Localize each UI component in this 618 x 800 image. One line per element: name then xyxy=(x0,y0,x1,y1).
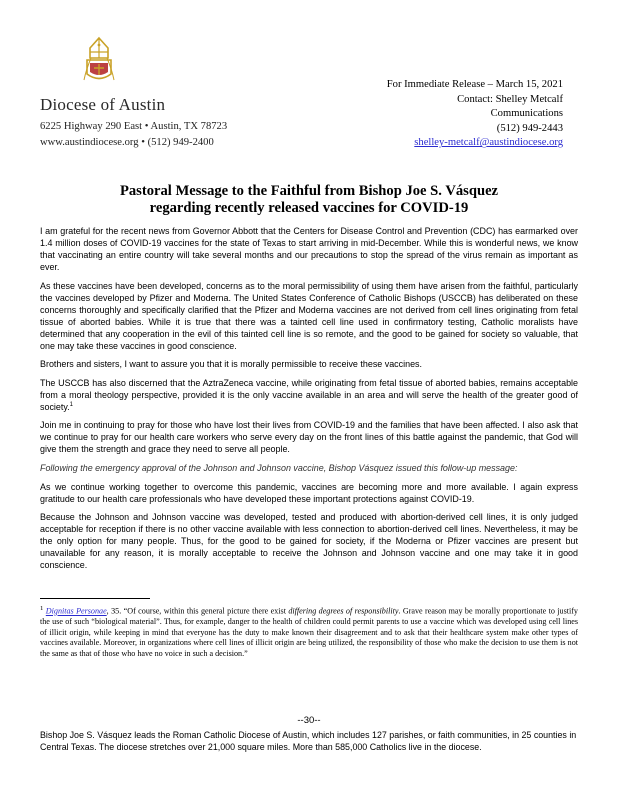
org-address: 6225 Highway 290 East • Austin, TX 78723 xyxy=(40,121,228,132)
contact-name: Contact: Shelley Metcalf xyxy=(457,93,563,105)
org-web-phone: www.austindiocese.org • (512) 949-2400 xyxy=(40,137,214,148)
body-paragraph: As we continue working together to overcome this pandemic, vaccines are becoming more and more available. I again express gratitude to our health care professionals who have developed these important protections against COVID-19. xyxy=(40,481,578,504)
contact-email-link[interactable]: shelley-metcalf@austindiocese.org xyxy=(414,137,563,149)
org-name: Diocese of Austin xyxy=(40,95,166,114)
footnote-marker: 1 xyxy=(40,605,44,612)
message-body xyxy=(40,225,578,578)
body-paragraph: Brothers and sisters, I want to assure you that it is morally permissible to receive these vaccines. xyxy=(40,359,422,370)
footnote-reference[interactable]: 1 xyxy=(69,401,73,408)
release-contact-block xyxy=(387,78,563,151)
body-paragraph: Because the Johnson and Johnson vaccine was developed, tested and produced with abortion-derived cell lines, it is only judged acceptable for reception if there is no other vaccine available with less connection to abortion-derived cell lines. Nevertheless, it may be the only option for many people. Thus, for the good to be gained for society, if the Moderna or Pfizer vaccines are present but unavailable for any reason, it is morally acceptable to receive the Johnson and Johnson vaccine and one may take it in good conscience. xyxy=(40,512,578,571)
end-mark: --30-- xyxy=(297,715,321,726)
mitre-crest-icon xyxy=(78,36,120,88)
page-title xyxy=(40,183,578,217)
contact-dept: Communications xyxy=(490,108,563,120)
contact-phone: (512) 949-2443 xyxy=(496,122,563,134)
followup-intro: Following the emergency approval of the Johnson and Johnson vaccine, Bishop Vásquez issued this follow-up message: xyxy=(40,462,518,473)
body-paragraph: The USCCB has also discerned that the AztraZeneca vaccine, while originating from fetal tissue of aborted babies, remains acceptable from a moral theology perspective, provided it is the only vaccine available in an area and will serve the health of the greater good of society.$^1$ xyxy=(40,377,578,412)
bishop-bio: Bishop Joe S. Vásquez leads the Roman Catholic Diocese of Austin, which includes 127 parishes, or faith communities, in 25 counties in Central Texas. The diocese stretches over 21,000 square miles. More than 585,000 Catholics live in the diocese. xyxy=(40,730,577,752)
dignitas-personae-link[interactable]: Dignitas Personae xyxy=(45,606,107,616)
title-line-2: regarding recently released vaccines for COVID-19 xyxy=(149,200,469,216)
body-paragraph: As these vaccines have been developed, concerns as to the moral permissibility of using them have arisen from the faithful, particularly the vaccines developed by Pfizer and Moderna. The United States Conference of Catholic Bishops (USCCB) has deliberated on these concerns thoroughly and specifically clarified that the Pfizer and Moderna vaccines are not derived from cell lines originating from fetal tissue of aborted babies. While it is true that there was a tainted cell line used in confirmatory testing, Catholic moralists have determined that any cooperation in the evil of this tainted cell line is so remote, and the good to be gained for society so valuable, that one may take these vaccines in good conscience. xyxy=(40,280,578,351)
body-paragraph: I am grateful for the recent news from Governor Abbott that the Centers for Disease Control and Prevention (CDC) has earmarked over 1.4 million doses of COVID-19 vaccines for the state of Texas to start arriving in mid-December. While this is wonderful news, we know that vaccinating an entire country will take several months and our precautions to stop the spread of the virus remain as important as ever. xyxy=(40,226,578,272)
footnote-divider xyxy=(40,598,150,599)
release-date: For Immediate Release – March 15, 2021 xyxy=(386,79,563,90)
footnote: $^1$ Dignitas Personae, 35. “Of course, within this general picture there exist differing degrees of responsibility. Grave reason may be morally proportionate to justify the use of such “biological material”. Thus, for example, danger to the health of children could permit parents to use a vaccine which was developed using cell lines of illicit origin, while keeping in mind that everyone has the duty to make known their disagreement and to ask that their healthcare system make other types of vaccines available. Moreover, in organizations where cell lines of illicit origin are being utilized, the responsibility of those who make the decision to use them is not the same as that of those who have no voice in such a decision.” xyxy=(40,605,578,658)
title-line-1: Pastoral Message to the Faithful from Bishop Joe S. Vásquez xyxy=(119,183,499,199)
body-paragraph: Join me in continuing to pray for those who have lost their lives from COVID-19 and the families that have been affected. I also ask that we continue to pray for our health care workers who serve every day on the front lines of this battle against the pandemic, that God will give them the strength and grace they need to serve all people. xyxy=(40,420,578,455)
